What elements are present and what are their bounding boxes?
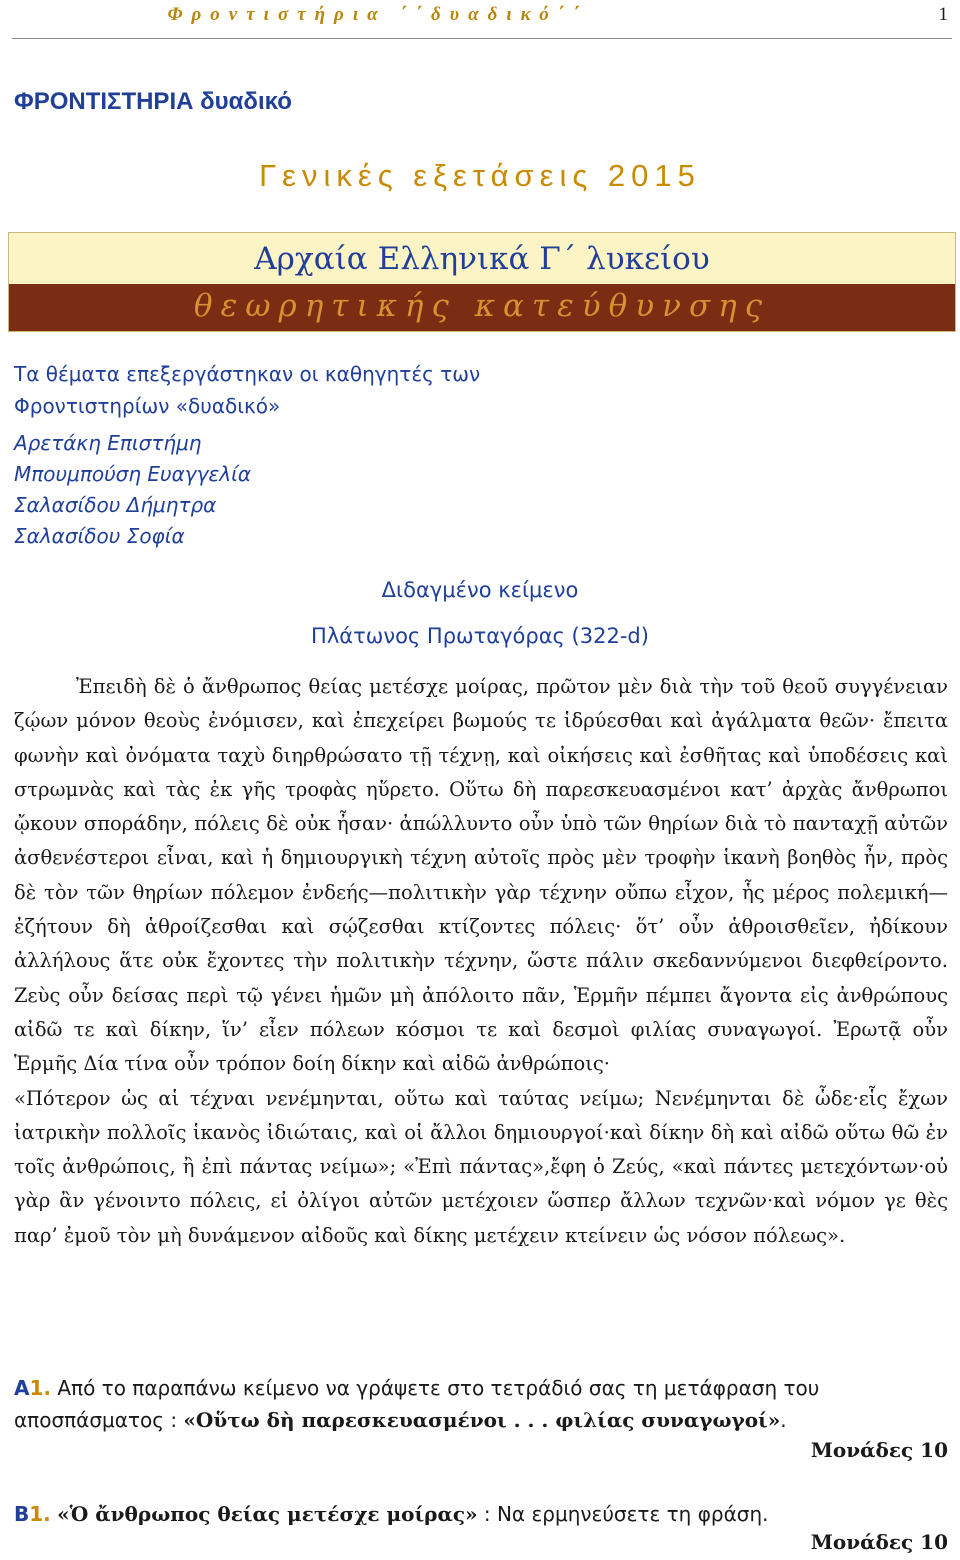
question-b1 — [14, 1498, 948, 1530]
track-title: θεωρητικής κατεύθυνσης — [193, 288, 771, 324]
question-units: Μονάδες 10 — [810, 1438, 948, 1462]
question-number: 1. — [29, 1502, 51, 1526]
banner-top — [9, 233, 955, 284]
ancient-text-paragraph: «Πότερον ὡς αἱ τέχναι νενέμηνται, οὕτω καὶ ταύτας νείμω; Νενέμηνται δὲ ὧδε·εἷς ἔχων ἰατρικὴν πολλοῖς ἱκανὸς ἰδιώταις, καὶ οἱ ἄλλοι δημιουργοί·καὶ δίκην δὴ καὶ αἰδῶ οὕτω θῶ ἐν τοῖς ἀνθρώποις, ἢ ἐπὶ πάντας νείμω»; «Ἐπὶ πάντας»,ἔφη ὁ Ζεύς, «καὶ πάντες μετεχόντων·οὐ γὰρ ἂν γένοιντο πόλεις, εἰ ὀλίγοι αὐτῶν μετέχοιεν ὥσπερ ἄλλων τεχνῶν·καὶ νόμον γε θὲς παρ’ ἐμοῦ τὸν μὴ δυνάμενον αἰδοῦς καὶ δίκης μετέχειν κτείνειν ὡς νόσον πόλεως». — [14, 1086, 948, 1247]
credits — [14, 358, 614, 552]
question-letter: Β — [14, 1502, 30, 1526]
exam-title: Γενικές εξετάσεις 2015 — [259, 158, 701, 193]
question-number: 1. — [29, 1376, 51, 1400]
question-text-after: . — [780, 1408, 787, 1432]
author-name: Αρετάκη Επιστήμη — [14, 431, 202, 455]
question-quote: «Οὕτω δὴ παρεσκευασμένοι . . . φιλίας συναγωγοί» — [183, 1408, 781, 1432]
author-name: Σαλασίδου Δήμητρα — [14, 493, 217, 517]
banner-bottom — [9, 284, 955, 331]
header-divider — [12, 38, 952, 39]
brand-title: ΦΡΟΝΤΙΣΤΗΡΙΑ δυαδικό — [14, 88, 292, 115]
question-a1 — [14, 1372, 948, 1436]
author-name: Μπουμπούση Ευαγγελία — [14, 462, 252, 486]
page-number: 1 — [938, 4, 948, 25]
subject-title: Αρχαία Ελληνικά Γ΄ λυκείου — [254, 241, 710, 277]
question-units: Μονάδες 10 — [810, 1530, 948, 1554]
author-name: Σαλασίδου Σοφία — [14, 524, 185, 548]
question-letter: Α — [14, 1376, 30, 1400]
question-text: Από το παραπάνω κείμενο να γράψετε στο τετράδιό σας τη μετάφραση του αποσπάσματος : — [14, 1376, 820, 1432]
section-heading: Διδαγμένο κείμενο — [381, 578, 579, 602]
text-source: Πλάτωνος Πρωταγόρας (322-d) — [311, 624, 649, 648]
subject-banner — [8, 232, 956, 332]
credits-intro: Τα θέματα επεξεργάστηκαν οι καθηγητές των Φροντιστηρίων «δυαδικό» — [14, 362, 481, 418]
ancient-text-paragraph: Ἐπειδὴ δὲ ὁ ἄνθρωπος θείας μετέσχε μοίρας, πρῶτον μὲν διὰ τὴν τοῦ θεοῦ συγγένειαν ζῴων μόνον θεοὺς ἐνόμισεν, καὶ ἐπεχείρει βωμούς τε ἱδρύεσθαι καὶ ἀγάλματα θεῶν· ἔπειτα φωνὴν καὶ ὀνόματα ταχὺ διηρθρώσατο τῇ τέχνῃ, καὶ οἰκήσεις καὶ ἐσθῆτας καὶ ὑποδέσεις καὶ στρωμνὰς καὶ τὰς ἐκ γῆς τροφὰς ηὕρετο. Οὕτω δὴ παρεσκευασμένοι κατ’ ἀρχὰς ἄνθρωποι ᾤκουν σποράδην, πόλεις δὲ οὐκ ἦσαν· ἀπώλλυντο οὖν ὑπὸ τῶν θηρίων διὰ τὸ πανταχῇ αὐτῶν ἀσθενέστεροι εἶναι, καὶ ἡ δημιουργικὴ τέχνη αὐτοῖς πρὸς μὲν τροφὴν ἱκανὴ βοηθὸς ἦν, πρὸς δὲ τὸν τῶν θηρίων πόλεμον ἐνδεής—πολιτικὴν γὰρ τέχνην οὔπω εἶχον, ἧς μέρος πολεμική—ἐζήτουν δὴ ἁθροίζεσθαι καὶ σῴζεσθαι κτίζοντες πόλεις· ὅτ’ οὖν ἁθροισθεῖεν, ἠδίκουν ἀλλήλους ἅτε οὐκ ἔχοντες τὴν πολιτικὴν τέχνην, ὥστε πάλιν σκεδαννύμενοι διεφθείροντο. Ζεὺς οὖν δείσας περὶ τῷ γένει ἡμῶν μὴ ἀπόλοιτο πᾶν, Ἑρμῆν πέμπει ἄγοντα εἰς ἀνθρώπους αἰδῶ τε καὶ δίκην, ἵν’ εἶεν πόλεων κόσμοι τε καὶ δεσμοὶ φιλίας συναγωγοί. Ἐρωτᾷ οὖν Ἑρμῆς Δία τίνα οὖν τρόπον δοίη δίκην καὶ αἰδῶ ἀνθρώποις· — [14, 675, 948, 1076]
running-title: Φροντιστήρια ΄΄δυαδικό΄΄ — [167, 4, 589, 25]
page-header — [0, 4, 960, 34]
ancient-text — [14, 670, 948, 1253]
question-quote: «Ὁ ἄνθρωπος θείας μετέσχε μοίρας» — [57, 1502, 478, 1526]
question-text-after: : Να ερμηνεύσετε τη φράση. — [477, 1502, 769, 1526]
